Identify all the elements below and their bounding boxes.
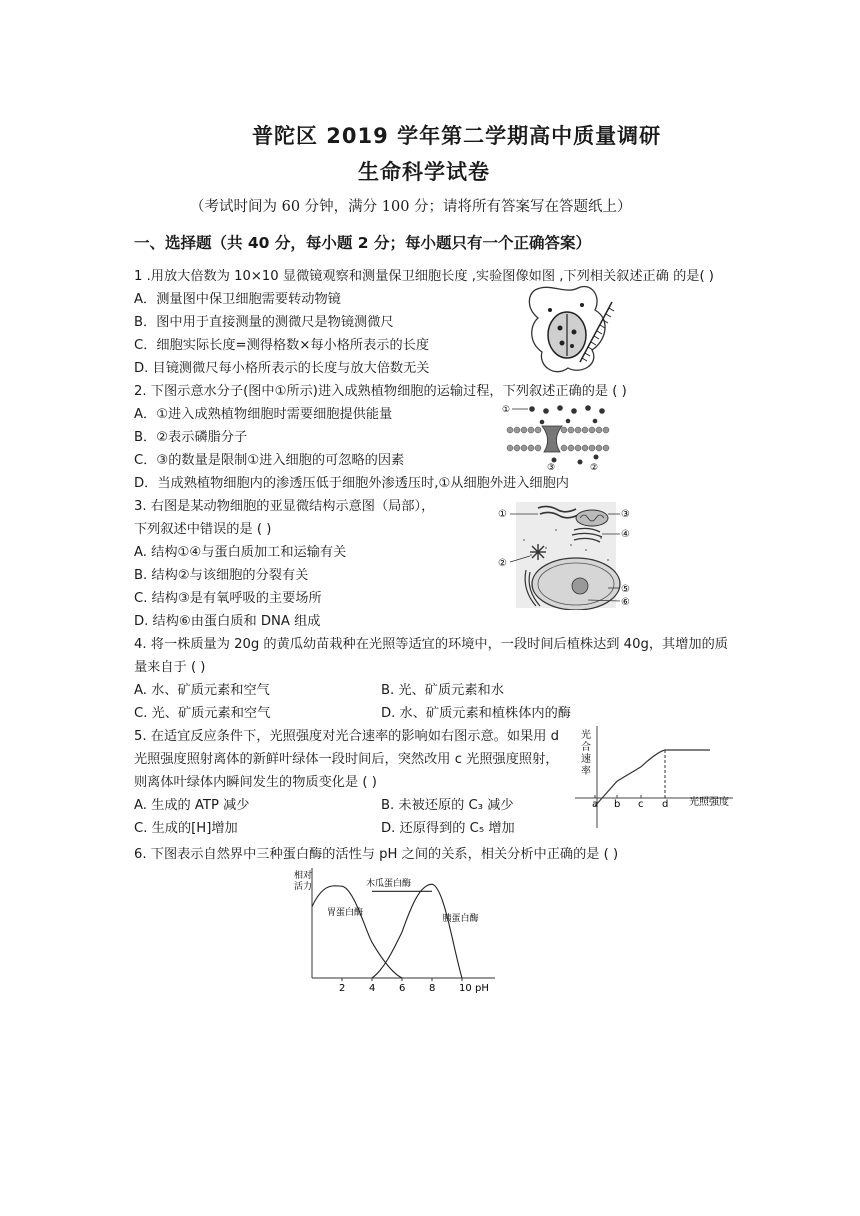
q4-option-a[interactable]: A. 水、矿质元素和空气 xyxy=(134,683,270,698)
q2-option-a[interactable]: A．①进入成熟植物细胞时需要细胞提供能量 xyxy=(134,407,393,422)
q5-option-c[interactable]: C. 生成的[H]增加 xyxy=(134,821,238,836)
q1-option-a[interactable]: A．测量图中保卫细胞需要转动物镜 xyxy=(134,292,341,307)
q5-option-b[interactable]: B. 未被还原的 C₃ 减少 xyxy=(381,798,514,813)
q6-label-pepsin: 胃蛋白酶 xyxy=(327,907,364,918)
q2-option-d[interactable]: D．当成熟植物细胞内的渗透压低于细胞外渗透压时,①从细胞外进入细胞内 xyxy=(134,476,569,491)
q5-ylabel-3: 率 xyxy=(581,766,591,777)
q6-xtick-8: 8 xyxy=(429,983,436,994)
light-intensity-chart xyxy=(575,726,735,830)
page-title: 普陀区 2019 学年第二学期高中质量调研 xyxy=(252,124,662,148)
q5-stem-line1: 5. 在适宜反应条件下，光照强度对光合速率的影响如右图示意。如果用 d xyxy=(134,729,559,744)
q5-tick-a: a xyxy=(592,799,599,810)
q3-stem-line1: 3. 右图是某动物细胞的亚显微结构示意图（局部）， xyxy=(134,499,435,514)
q2-option-b[interactable]: B．②表示磷脂分子 xyxy=(134,430,248,445)
animal-cell-diagram xyxy=(496,500,636,610)
q6-xtick-6: 6 xyxy=(399,983,406,994)
q3-label-3: ③ xyxy=(621,509,630,520)
q6-xtick-4: 4 xyxy=(369,983,376,994)
q5-ylabel-2: 速 xyxy=(581,754,591,765)
q6-ylabel-1: 对 xyxy=(303,871,313,881)
q4-option-c[interactable]: C. 光、矿质元素和空气 xyxy=(134,706,271,721)
q5-tick-b: b xyxy=(614,799,621,810)
q5-option-d[interactable]: D. 还原得到的 C₅ 增加 xyxy=(381,821,515,836)
q5-stem-line2: 光照强度照射离体的新鲜叶绿体一段时间后，突然改用 c 光照强度照射， xyxy=(134,752,559,767)
q3-label-2: ② xyxy=(498,558,507,569)
q4-stem-line2: 量来自于 ( ) xyxy=(134,660,206,675)
q1-option-c[interactable]: C．细胞实际长度=测得格数×每小格所表示的长度 xyxy=(134,338,430,353)
q2-option-c[interactable]: C．③的数量是限制①进入细胞的可忽略的因素 xyxy=(134,453,405,468)
q2-label-3: ③ xyxy=(547,463,556,473)
q2-stem: 2. 下图示意水分子(图中①所示)进入成熟植物细胞的运输过程，下列叙述正确的是 ( ) xyxy=(134,384,627,399)
q6-trypsin-curve xyxy=(372,884,462,978)
q1-stem: 1 .用放大倍数为 10×10 显微镜观察和测量保卫细胞长度 ,实验图像如图 ,下列相关叙述正确 的是( ) xyxy=(134,269,714,284)
q6-label-trypsin: 胰蛋白酶 xyxy=(442,913,479,924)
membrane-transport-diagram xyxy=(500,402,615,474)
q3-option-a[interactable]: A. 结构①④与蛋白质加工和运输有关 xyxy=(134,545,347,560)
q6-label-papain: 木瓜蛋白酶 xyxy=(366,879,412,890)
q6-ylabel-3: 力 xyxy=(303,882,313,892)
q6-xtick-2: 2 xyxy=(339,983,346,994)
q3-option-b[interactable]: B. 结构②与该细胞的分裂有关 xyxy=(134,568,309,583)
q1-option-b[interactable]: B．图中用于直接测量的测微尺是物镜测微尺 xyxy=(134,315,394,330)
q3-option-c[interactable]: C. 结构③是有氧呼吸的主要场所 xyxy=(134,591,322,606)
q3-option-d[interactable]: D. 结构⑥由蛋白质和 DNA 组成 xyxy=(134,614,321,629)
q3-label-1: ① xyxy=(498,509,507,520)
q6-xtick-10: 10 xyxy=(459,983,472,994)
q5-tick-d: d xyxy=(662,799,669,810)
q4-stem-line1: 4. 将一株质量为 20g 的黄瓜幼苗栽种在光照等适宜的环境中，一段时间后植株达到 40g，其增加的质 xyxy=(134,637,728,652)
q5-stem-line3: 则离体叶绿体内瞬间发生的物质变化是 ( ) xyxy=(134,775,377,790)
q3-stem-line2: 下列叙述中错误的是 ( ) xyxy=(134,522,272,537)
q5-xlabel: 光照强度 xyxy=(689,797,729,808)
q2-label-2: ② xyxy=(590,463,599,473)
q4-option-b[interactable]: B. 光、矿质元素和水 xyxy=(381,683,504,698)
q3-label-4: ④ xyxy=(621,529,630,540)
enzyme-ph-chart xyxy=(290,868,500,996)
q3-label-5: ⑤ xyxy=(621,584,630,595)
q2-label-1: ① xyxy=(502,405,511,415)
section-heading: 一、选择题（共 40 分，每小题 2 分；每小题只有一个正确答案） xyxy=(134,234,591,252)
q5-ylabel-0: 光 xyxy=(581,730,591,741)
exam-note: （考试时间为 60 分钟，满分 100 分；请将所有答案写在答题纸上） xyxy=(190,199,632,215)
q6-pepsin-curve xyxy=(312,886,402,978)
q1-option-d[interactable]: D. 目镜测微尺每小格所表示的长度与放大倍数无关 xyxy=(134,361,430,376)
q6-ylabel-0: 相 xyxy=(294,871,304,881)
q5-tick-c: c xyxy=(638,799,644,810)
q4-option-d[interactable]: D. 水、矿质元素和植株体内的酶 xyxy=(381,706,571,721)
page-subtitle: 生命科学试卷 xyxy=(358,160,490,184)
q3-label-6: ⑥ xyxy=(621,597,630,608)
q6-stem: 6. 下图表示自然界中三种蛋白酶的活性与 pH 之间的关系，相关分析中正确的是 ( ) xyxy=(134,847,619,862)
q6-xlabel: pH xyxy=(475,983,489,994)
q5-option-a[interactable]: A. 生成的 ATP 减少 xyxy=(134,798,250,813)
q6-ylabel-2: 活 xyxy=(294,882,304,892)
guard-cell-micrograph xyxy=(520,280,620,380)
q5-ylabel-1: 合 xyxy=(581,742,591,753)
